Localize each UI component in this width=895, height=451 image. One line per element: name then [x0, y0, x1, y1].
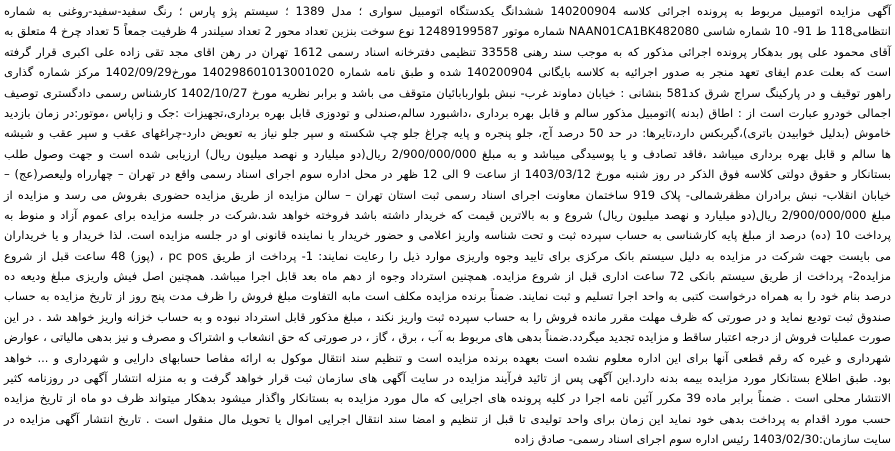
- notice-line: حسب مورد اقدام به پرداخت بدهی خود نماید این زمان برای واحد تولیدی تا قبل از تنظیم و امضا سند انتقال اجرایی اموال یا تحویل مال منقول است . تاریخ انتشار آگهی مزایده در: [4, 411, 891, 426]
- notice-line: اجمالی خودرو عبارت است از : اطاق (بدنه )اتومبیل مذکور سالم و قابل بهره برداری ،داشبورد سالم،صندلی و تودوزی قابل بهره برداری،تجهیزات :جک و زاپاس ،موتور:در زمان بازدید: [4, 105, 891, 120]
- notice-line: می بایست جهت شرکت در مزایده به دلیل سیستم بانک مرکزی برای تایید وجوه واریزی موارد ذیل را رعایت نمایند: 1- پرداخت از طریق pc pos ، (پوز) 48 ساعت قبل از شروع: [4, 248, 891, 263]
- notice-line: خاموش (بدلیل خوابیدن باتری)،گیربکس دارد،تایرها: در حد 50 درصد آج، جلو پنجره و پایه چراغ جلو چپ شکسته و سپر جلو نیاز به تعویض دارد-چراغهای عقب و سپر عقب و شیشه: [4, 126, 891, 141]
- notice-line: صورت عملیات فروش از درجه اعتبار ساقط و مزایده تجدید میگردد.ضمناً بدهی های مربوط به آب ، برق ، گاز ، در صورتی که حق انشعاب و اشتراک و مصرف و نیز بدهی مالیاتی ، عوارض: [4, 330, 891, 345]
- notice-line: خیابان انقلاب- نبش برادران مظفرشمالی- پلاک 919 ساختمان معاونت اجرای اسناد رسمی ثبت استان تهران – سالن مزایده از طریق مزایده حضوری بفروش می رسد و مزایده از: [4, 187, 891, 202]
- notice-line: پرداخت 10 (ده) درصد از مبلغ پایه کارشناسی به حساب سپرده ثبت و تحت شناسه واریز اعلامی و حضور خریدار یا نماینده قانونی او در جلسه مزایده است. لذا خریدار و یا خریداران: [4, 228, 891, 243]
- auction-notice: [0, 1, 895, 450]
- notice-line: صندوق ثبت تودیع نماید و در صورتی که ظرف مهلت مقرر مانده فروش را به حساب سپرده ثبت واریز نکند ، مبلغ مذکور قابل استرداد نبوده و به حساب خزانه واریز خواهد شد . در این: [4, 309, 891, 324]
- notice-line: الانتشار محلی است . ضمناً برابر ماده 39 مکرر آئین نامه اجرا در کلیه پرونده های اجرایی که مال مورد مزایده به بستانکار واگذار میشود بدهکار میتواند ظرف دو ماه از تاریخ مزایده: [4, 391, 891, 406]
- notice-line: آگهی مزایده اتومبیل مربوط به پرونده اجرائی کلاسه 140200904 ششدانگ یکدستگاه اتومبیل سواری ؛ مدل 1389 ؛ سیستم پژو پارس ؛ رنگ سفید-سفید-روغنی به شماره: [4, 4, 891, 18]
- notice-line: مزایده2- پرداخت از طریق سیستم بانکی 72 ساعت اداری قبل از شروع مزایده. همچنین استرداد وجوه از دهم ماه بعد قابل اجرا میباشد. همچنین اصل فیش واریزی مبلغ ودیعه ده: [4, 269, 891, 284]
- notice-line: بستانکار و حقوق دولتی کلاسه فوق الذکر در روز شنبه مورخ 1403/03/12 از ساعت 9 الی 12 ظهر در محل اداره سوم اجرای اسناد رسمی واقع در تهران – چهارراه ولیعصر(عج) –: [4, 167, 891, 182]
- notice-signature-line: سایت سازمان:1403/02/30 رئیس اداره سوم اجرای اسناد رسمی- صادق زاده: [514, 432, 891, 447]
- notice-line: بود. طبق اطلاع بستانکار مورد مزایده بیمه بدنه دارد.این آگهی پس از تائید فرآیند مزایده در سایت آگهی های سازمان ثبت قرار خواهد گرفت و به منزله انتشار آگهی در روزنامه کثیر: [4, 371, 891, 386]
- notice-line: مبلغ 2/900/000/000 ریال(دو میلیارد و نهصد میلیون ریال) شروع و به بالاترین قیمت که خریدار داشته باشد فروخته خواهد شد.شرکت در جلسه مزایده برای عموم آزاد و منوط به: [4, 207, 892, 222]
- notice-line: ها سالم و قابل بهره برداری میباشد ،فاقد تصادف و یا پوسیدگی میباشد و به مبلغ 2/900/000/000 ریال(دو میلیارد و نهصد میلیون ریال) ارزیابی شده است و جهت وصول طلب: [4, 146, 891, 161]
- notice-line: درصد بنام خود را به همراه درخواست کتبی به واحد اجرا تسلیم و ثبت نمایند. ضمناً برنده مزایده مکلف است مابه التفاوت مبلغ فروش را ظرف مدت پنج روز از تاریخ مزایده به حساب: [4, 289, 891, 304]
- notice-line: شهرداری و غیره که رقم قطعی آنها برای این اداره معلوم نشده است بعهده برنده مزایده است و تنظیم سند انتقال موکول به ارائه مفاصا حسابهای دارایی و شهرداری و ... خواهد: [4, 350, 891, 365]
- notice-line: انتظامی118 ط 91- 10 شماره شاسی NAAN01CA1BK482080 شماره موتور 12489199587 نوع سوخت بنزین تعداد محور 2 تعداد سیلندر 4 ظرفیت جمعاً 5 تعداد چرخ 4 متعلق به: [4, 24, 891, 39]
- notice-line: راهور توقیف و در پارکینگ سراج شرق کد581 بنشانی : خیابان دماوند غرب- نبش بلواربابائیان متوقف می باشد و برابر نظریه مورخ 1402/10/27 کارشناس رسمی دادگستری توصیف: [4, 85, 891, 100]
- notice-line: آقای محمود علی پور بدهکار پرونده اجرائی مذکور که به موجب سند رهنی 33558 تنظیمی دفترخانه اسناد رسمی 1612 تهران در رهن اقای مجد تقی زاده علی اکبری قرار گرفته: [4, 44, 891, 59]
- notice-line: است که بعلت عدم ایفای تعهد منجر به صدور اجرائیه به کلاسه بایگانی 140200904 شده و طبق نامه شماره 140298601013001020 مورخ1402/09/29 مرکز شماره گذاری: [4, 65, 892, 80]
